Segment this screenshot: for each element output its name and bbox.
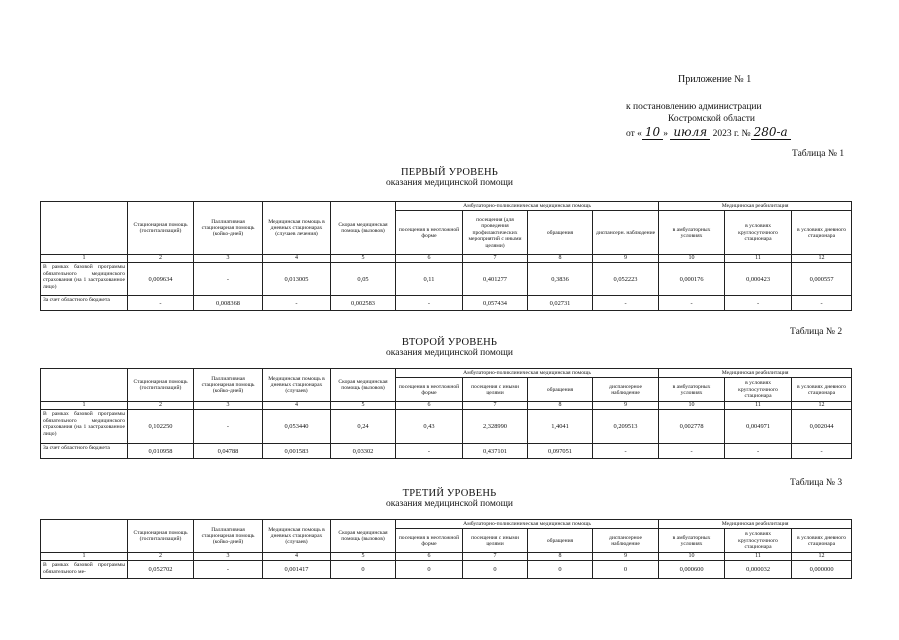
table1-level-title: ПЕРВЫЙ УРОВЕНЬ: [400, 167, 499, 178]
t1-col-dispensary: диспансерн. наблюдение: [593, 211, 659, 255]
t1-col-rehab-24h: в условиях круглосуточного стационара: [725, 211, 792, 255]
t1-col-hospital: Стационарная помощь (госпитализаций): [128, 202, 194, 255]
appendix-line-2: Костромской области: [668, 114, 755, 124]
row-label-basic-short: В рамках базовой программы обязательного ме-: [41, 561, 128, 579]
t3-col-day-stationary: Медицинская помощь в дневных стационарах (случаев): [263, 520, 331, 553]
table2-level-title: ВТОРОЙ УРОВЕНЬ: [401, 337, 498, 348]
table-row: За счет областного бюджета - 0,008368 - 0,002583 - 0,057434 0,02731 - - - -: [41, 296, 852, 311]
t1-col-rehab-group: Медицинская реабилитация: [659, 202, 852, 211]
t2-col-day-stationary: Медицинская помощь в дневных стационарах (случаев): [263, 369, 331, 402]
t2-col-palliative: Паллиативная стационарная помощь (койко-дней): [194, 369, 263, 402]
date-year: 2023 г. №: [712, 129, 751, 139]
t2-col-urgent: посещения в неотложной форме: [396, 378, 463, 402]
table2: [40, 368, 852, 459]
date-day: 10: [642, 125, 663, 140]
table-row: В рамках базовой программы обязательного ме- 0,052702 - 0,001417 0 0 0 0 0 0,000600 0,000032 0,000000: [41, 561, 852, 579]
t1-number-row: 1 2 3 4 5 6 7 8 9 10 11 12: [41, 255, 852, 263]
table1-heading: [0, 167, 899, 188]
t3-number-row: 1 2 3 4 5 6 7 8 9 10 11 12: [41, 553, 852, 561]
table3-heading: [0, 488, 899, 509]
t3-col-ambulance: Скорая медицинская помощь (вызовов): [331, 520, 396, 553]
t2-col-outpatient-group: Амбулаторно-поликлиническая медицинская помощь: [396, 369, 659, 378]
t2-col-appeals: обращения: [528, 378, 593, 402]
table1-level-subtitle: оказания медицинской помощи: [386, 178, 513, 188]
t2-col-dispensary: диспансерное наблюдение: [593, 378, 659, 402]
t3-col-hospital: Стационарная помощь (госпитализаций): [128, 520, 194, 553]
t3-col-rehab-day: в условиях дневного стационара: [792, 529, 852, 553]
date-month: июля: [670, 125, 710, 140]
t1-col-prophylactic: посещения (для проведения профилактических мероприятий с иными целями): [463, 211, 528, 255]
t1-col-palliative: Паллиативная стационарная помощь (койко-дней): [194, 202, 263, 255]
t3-col-appeals: обращения: [528, 529, 593, 553]
table2-level-subtitle: оказания медицинской помощи: [386, 348, 513, 358]
table-row: В рамках базовой программы обязательного медицинского страхования (на 1 застрахованное лицо) 0,102250 - 0,053440 0,24 0,43 2,328990 1,4041 0,209513 0,002778 0,004971 0,002044: [41, 410, 852, 444]
t2-col-ambulance: Скорая медицинская помощь (вызовов): [331, 369, 396, 402]
t2-col-rehab-24h: в условиях круглосуточного стационара: [725, 378, 792, 402]
t1-col-rehab-outpatient: в амбулаторных условиях: [659, 211, 725, 255]
table3: [40, 519, 852, 579]
table2-heading: [0, 337, 899, 358]
appendix-line-1: к постановлению администрации: [626, 102, 762, 112]
table-row: В рамках базовой программы обязательного медицинского страхования (на 1 застрахованное лицо) 0,009634 - 0,013005 0,05 0,11 0,401277 0,3836 0,052223 0,000176 0,000423 0,000557: [41, 263, 852, 296]
row-label-regional: За счет областного бюджета: [41, 444, 128, 459]
table3-level-title: ТРЕТИЙ УРОВЕНЬ: [402, 488, 497, 499]
t2-col-hospital: Стационарная помощь (госпитализаций): [128, 369, 194, 402]
table-row: За счет областного бюджета 0,010958 0,04788 0,001583 0,03302 - 0,437101 0,097051 - - - -: [41, 444, 852, 459]
t3-corner: [41, 520, 128, 553]
t3-col-rehab-group: Медицинская реабилитация: [659, 520, 852, 529]
t2-col-rehab-day: в условиях дневного стационара: [792, 378, 852, 402]
t3-col-outpatient-group: Амбулаторно-поликлиническая медицинская помощь: [396, 520, 659, 529]
row-label-basic: В рамках базовой программы обязательного медицинского страхования (на 1 застрахованное лицо): [41, 263, 128, 296]
t2-col-rehab-outpatient: в амбулаторных условиях: [659, 378, 725, 402]
row-label-regional: За счет областного бюджета: [41, 296, 128, 311]
appendix-title: Приложение № 1: [678, 74, 752, 85]
date-number: 280-а: [751, 125, 791, 140]
appendix-date-line: [626, 125, 791, 139]
table1: [40, 201, 852, 311]
t3-col-dispensary: диспансерное наблюдение: [593, 529, 659, 553]
t2-col-rehab-group: Медицинская реабилитация: [659, 369, 852, 378]
t3-col-rehab-24h: в условиях круглосуточного стационара: [725, 529, 792, 553]
t1-corner: [41, 202, 128, 255]
row-label-basic: В рамках базовой программы обязательного медицинского страхования (на 1 застрахованное лицо): [41, 410, 128, 444]
table3-level-subtitle: оказания медицинской помощи: [386, 499, 513, 509]
t2-number-row: 1 2 3 4 5 6 7 8 9 10 11 12: [41, 402, 852, 410]
t1-col-rehab-day: в условиях дневного стационара: [792, 211, 852, 255]
date-mid: »: [663, 129, 668, 139]
t3-col-urgent: посещения в неотложной форме: [396, 529, 463, 553]
t1-col-day-stationary: Медицинская помощь в дневных стационарах (случаев лечения): [263, 202, 331, 255]
t1-col-appeals: обращения: [528, 211, 593, 255]
t1-col-urgent: посещения в неотложной форме: [396, 211, 463, 255]
t1-col-outpatient-group: Амбулаторно-поликлиническая медицинская помощь: [396, 202, 659, 211]
t1-col-ambulance: Скорая медицинская помощь (вызовов): [331, 202, 396, 255]
table3-label: Таблица № 3: [790, 478, 843, 488]
t3-col-rehab-outpatient: в амбулаторных условиях: [659, 529, 725, 553]
t2-col-other-visits: посещения с иными целями: [463, 378, 528, 402]
date-prefix: от «: [626, 129, 642, 139]
t3-col-other-visits: посещения с иными целями: [463, 529, 528, 553]
table2-label: Таблица № 2: [790, 327, 843, 337]
appendix-header: [0, 70, 899, 160]
table1-label: Таблица № 1: [792, 149, 845, 159]
t2-corner: [41, 369, 128, 402]
t3-col-palliative: Паллиативная стационарная помощь (койко-дней): [194, 520, 263, 553]
